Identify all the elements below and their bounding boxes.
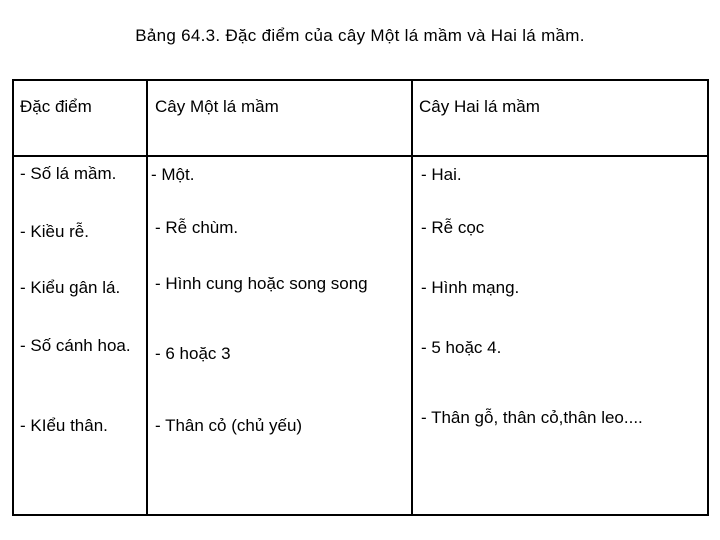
row-1-dicot: - Hai. xyxy=(421,165,462,184)
header-characteristic: Đặc điểm xyxy=(20,97,92,116)
row-5-dicot: - Thân gỗ, thân cỏ,thân leo.... xyxy=(421,408,643,427)
row-1-monocot: - Một. xyxy=(151,165,195,184)
row-2-monocot: - Rễ chùm. xyxy=(155,218,239,237)
row-3-characteristic: - Kiểu gân lá. xyxy=(20,278,121,297)
header-divider xyxy=(14,155,707,157)
row-3-monocot: - Hình cung hoặc song song xyxy=(155,274,368,293)
header-monocot: Cây Một lá mầm xyxy=(155,97,279,116)
row-2-characteristic: - Kiều rễ. xyxy=(20,222,89,241)
row-1-characteristic: - Số lá mầm. xyxy=(20,164,117,183)
row-5-monocot: - Thân cỏ (chủ yếu) xyxy=(155,416,303,435)
characteristics-table xyxy=(12,79,709,516)
row-3-dicot: - Hình mạng. xyxy=(421,278,520,297)
row-4-dicot: - 5 hoặc 4. xyxy=(421,338,502,357)
table-title: Bảng 64.3. Đặc điểm của cây Một lá mầm và Hai lá mầm. xyxy=(135,26,585,45)
column-divider xyxy=(411,81,413,514)
row-2-dicot: - Rễ cọc xyxy=(421,218,485,237)
row-5-characteristic: - KIểu thân. xyxy=(20,416,108,435)
column-divider xyxy=(146,81,148,514)
row-4-characteristic: - Số cánh hoa. xyxy=(20,336,131,355)
header-dicot: Cây Hai lá mầm xyxy=(419,97,540,116)
row-4-monocot: - 6 hoặc 3 xyxy=(155,344,231,363)
